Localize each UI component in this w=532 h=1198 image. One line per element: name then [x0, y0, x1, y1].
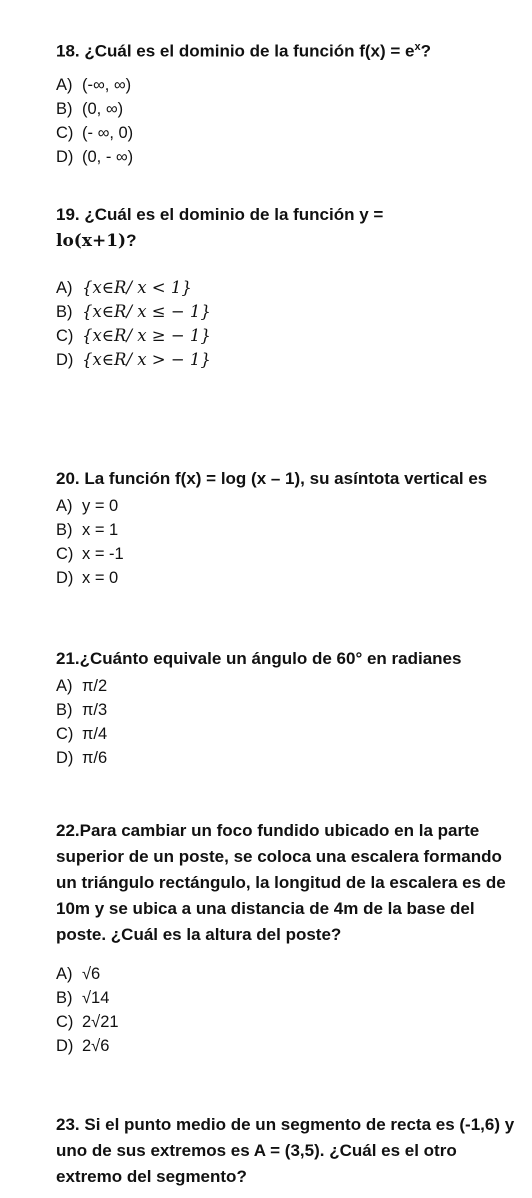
option-text: (0, - ∞) [82, 147, 134, 166]
option-text: (-∞, ∞) [82, 75, 132, 94]
option-label: D) [56, 749, 74, 767]
option-21-d[interactable] [56, 746, 518, 770]
option-label: A) [56, 677, 73, 695]
question-18 [56, 34, 518, 169]
question-18-options [56, 73, 518, 169]
option-text: π/6 [82, 749, 108, 767]
option-label: B) [56, 701, 73, 719]
question-19 [56, 202, 518, 372]
option-text: x = 0 [82, 569, 119, 587]
question-23-stem: 23. Si el punto medio de un segmento de recta es (-1,6) y uno de sus extremos es A = (3,5). ¿Cuál es el otro extremo del segmento? [56, 1115, 515, 1186]
option-20-d[interactable] [56, 566, 518, 590]
option-label: B) [56, 521, 73, 539]
option-21-a[interactable] [56, 674, 518, 698]
option-text: {x∈R/ x > − 1} [82, 350, 211, 369]
option-text: {x∈R/ x < 1} [82, 278, 192, 297]
option-text: (- ∞, 0) [82, 123, 134, 142]
option-text: {x∈R/ x ≥ − 1} [82, 326, 211, 345]
question-22-options [56, 962, 518, 1058]
option-20-a[interactable] [56, 494, 518, 518]
question-23 [56, 1112, 518, 1190]
question-20-options [56, 494, 518, 590]
question-20-stem: 20. La función f(x) = log (x – 1), su asíntota vertical es [56, 469, 488, 488]
question-21-stem: 21.¿Cuánto equivale un ángulo de 60° en radianes [56, 649, 462, 668]
option-label: A) [56, 279, 73, 297]
option-text: π/2 [82, 677, 108, 695]
option-21-c[interactable] [56, 722, 518, 746]
question-18-stem-end: ? [420, 41, 432, 61]
option-label: A) [56, 497, 73, 515]
question-21-options [56, 674, 518, 770]
option-label: C) [56, 725, 74, 743]
option-19-d[interactable] [56, 348, 518, 372]
option-label: B) [56, 303, 73, 321]
option-text: π/4 [82, 725, 108, 743]
question-20 [56, 466, 518, 590]
question-19-stem [56, 202, 518, 254]
option-18-c[interactable] [56, 121, 518, 145]
option-18-d[interactable] [56, 145, 518, 169]
option-22-c[interactable] [56, 1010, 518, 1034]
option-text: 2√21 [82, 1013, 119, 1031]
option-22-b[interactable] [56, 986, 518, 1010]
option-19-c[interactable] [56, 324, 518, 348]
option-text: √14 [82, 989, 110, 1007]
option-label: B) [56, 99, 73, 118]
option-19-a[interactable] [56, 276, 518, 300]
option-label: C) [56, 545, 74, 563]
option-label: D) [56, 351, 74, 369]
question-21 [56, 646, 518, 770]
question-22 [56, 818, 518, 1058]
option-label: D) [56, 1037, 74, 1055]
option-20-b[interactable] [56, 518, 518, 542]
question-18-stem-text: 18. ¿Cuál es el dominio de la función f(x) = e [56, 41, 415, 61]
question-19-options [56, 276, 518, 372]
option-text: y = 0 [82, 497, 119, 515]
option-label: D) [56, 569, 74, 587]
option-label: C) [56, 1013, 74, 1031]
option-text: (0, ∞) [82, 99, 124, 118]
option-text: x = -1 [82, 545, 124, 563]
question-19-stem-math: lo(x+1) [56, 231, 127, 251]
option-label: C) [56, 327, 74, 345]
question-22-stem: 22.Para cambiar un foco fundido ubicado en la parte superior de un poste, se coloca una escalera formando un triángulo rectángulo, la longitud de la escalera es de 10m y se ubica a una distancia de 4m de la base del poste. ¿Cuál es la altura del poste? [56, 821, 506, 944]
option-22-a[interactable] [56, 962, 518, 986]
option-label: D) [56, 147, 74, 166]
option-text: √6 [82, 965, 101, 983]
option-label: C) [56, 123, 74, 142]
question-19-stem-end: ? [126, 231, 137, 250]
option-label: B) [56, 989, 73, 1007]
option-18-b[interactable] [56, 97, 518, 121]
option-22-d[interactable] [56, 1034, 518, 1058]
option-text: x = 1 [82, 521, 119, 539]
question-19-stem-text: 19. ¿Cuál es el dominio de la función y = [56, 205, 384, 224]
option-text: 2√6 [82, 1037, 110, 1055]
option-label: A) [56, 965, 73, 983]
question-18-stem [56, 34, 518, 65]
option-text: {x∈R/ x ≤ − 1} [82, 302, 211, 321]
option-20-c[interactable] [56, 542, 518, 566]
option-21-b[interactable] [56, 698, 518, 722]
option-label: A) [56, 75, 73, 94]
question-18-stem-exponent: x [414, 41, 421, 53]
option-19-b[interactable] [56, 300, 518, 324]
option-text: π/3 [82, 701, 108, 719]
option-18-a[interactable] [56, 73, 518, 97]
